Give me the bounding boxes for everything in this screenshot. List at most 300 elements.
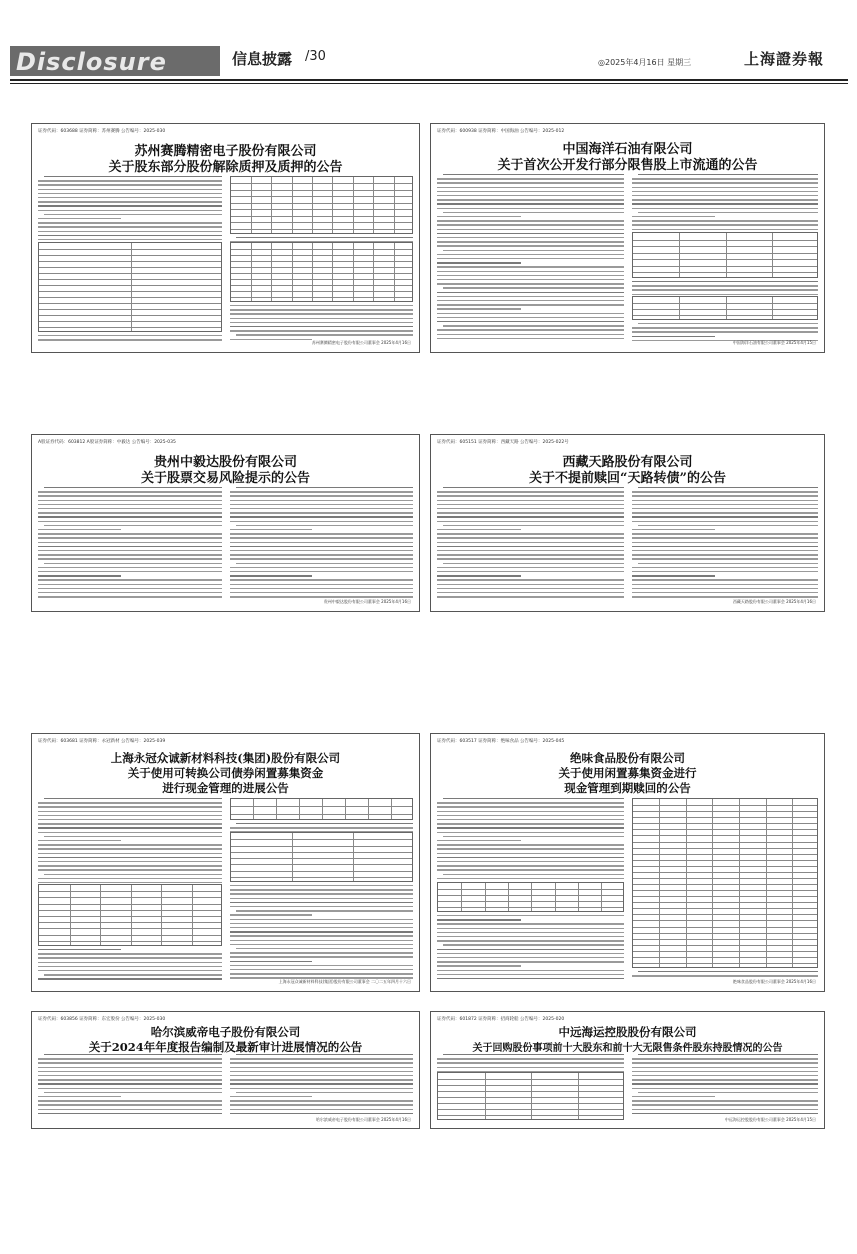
text-line	[38, 1104, 222, 1105]
text-line	[38, 218, 121, 219]
text-line	[38, 832, 222, 833]
text-line	[437, 495, 624, 496]
stock-code-line: 证券代码：600938 证券简称：中国海油 公告编号：2025-012	[437, 129, 565, 134]
text-line	[230, 512, 414, 513]
text-line	[632, 495, 819, 496]
text-line	[437, 861, 624, 862]
text-line	[38, 197, 222, 198]
text-line	[38, 588, 222, 589]
text-line	[437, 961, 624, 962]
text-line	[236, 525, 414, 526]
text-line	[230, 931, 414, 932]
text-line	[230, 1058, 414, 1059]
text-line	[38, 579, 222, 580]
text-line	[632, 289, 819, 290]
text-line	[632, 554, 819, 555]
text-line	[230, 309, 414, 310]
text-line	[437, 869, 624, 870]
stock-code-line: A股证券代码：603812 A股证券简称：中毅达 公告编号：2025-035	[38, 440, 176, 445]
text-line	[632, 1100, 819, 1101]
text-line	[437, 187, 624, 188]
text-line	[38, 226, 222, 227]
company-name: 西藏天路股份有限公司	[562, 455, 693, 470]
text-line	[638, 971, 819, 972]
text-line	[437, 262, 521, 263]
text-line	[38, 504, 222, 505]
text-line	[437, 1067, 624, 1068]
text-line	[632, 537, 819, 538]
text-line	[437, 500, 624, 501]
text-line	[437, 304, 624, 305]
text-line	[632, 1088, 819, 1089]
text-line	[632, 512, 819, 513]
text-line	[632, 542, 819, 543]
text-line	[38, 1096, 121, 1097]
text-line	[437, 338, 624, 339]
newspaper-logo: 上海證券報	[744, 50, 825, 68]
text-line	[632, 281, 819, 282]
text-line	[437, 919, 521, 920]
text-line	[38, 222, 222, 223]
text-line	[632, 1058, 819, 1059]
text-line	[38, 819, 222, 820]
text-line	[437, 811, 624, 812]
text-line	[38, 953, 222, 954]
text-line	[437, 558, 624, 559]
text-line	[437, 853, 624, 854]
announcement-title: 关于股票交易风险提示的公告	[140, 471, 310, 486]
text-line	[38, 1079, 222, 1080]
text-line	[230, 521, 414, 522]
text-line	[38, 869, 222, 870]
signature: 哈尔滨威帝电子股份有限公司董事会 2025年4月16日	[315, 1117, 411, 1122]
text-line	[437, 178, 624, 179]
text-line	[437, 936, 624, 937]
text-line	[437, 923, 624, 924]
text-line	[638, 1054, 819, 1055]
text-line	[230, 504, 414, 505]
text-line	[632, 1071, 819, 1072]
text-line	[437, 592, 624, 593]
text-line	[437, 508, 624, 509]
text-line	[230, 575, 313, 576]
signature: 中远海运控股股份有限公司董事会 2025年4月15日	[724, 1117, 816, 1122]
text-line	[443, 250, 624, 251]
data-table	[230, 242, 414, 302]
text-line	[437, 554, 624, 555]
text-line	[632, 331, 819, 332]
text-line	[638, 1092, 819, 1093]
text-line	[632, 199, 819, 200]
text-line	[44, 1054, 222, 1055]
text-line	[44, 974, 222, 975]
text-line	[230, 584, 414, 585]
text-line	[38, 500, 222, 501]
text-line	[230, 571, 414, 572]
text-line	[38, 844, 222, 845]
text-line	[437, 313, 624, 314]
text-line	[230, 1071, 414, 1072]
text-line	[38, 1100, 222, 1101]
text-line	[230, 567, 414, 568]
text-line	[38, 231, 222, 232]
text-line	[38, 571, 222, 572]
text-line	[632, 336, 716, 337]
text-line	[437, 596, 624, 597]
text-line	[632, 203, 819, 204]
text-line	[632, 195, 819, 196]
text-line	[437, 317, 624, 318]
text-line	[230, 1079, 414, 1080]
text-line	[230, 546, 414, 547]
text-line	[230, 1083, 414, 1084]
text-line	[230, 529, 313, 530]
text-line	[638, 487, 819, 488]
text-line	[38, 1109, 222, 1110]
text-line	[443, 525, 624, 526]
dateline: ◎2025年4月16日 星期三	[598, 58, 692, 67]
text-line	[437, 932, 624, 933]
text-line	[437, 965, 521, 966]
announcement-panel	[31, 123, 420, 353]
text-line	[38, 512, 222, 513]
text-line	[437, 957, 624, 958]
data-table	[230, 832, 414, 882]
page-number: /30	[305, 49, 326, 64]
text-line	[437, 588, 624, 589]
text-line	[437, 815, 624, 816]
text-line	[437, 504, 624, 505]
data-table	[38, 242, 222, 332]
text-line	[38, 1113, 222, 1114]
text-line	[632, 575, 716, 576]
text-line	[38, 823, 222, 824]
text-line	[632, 1062, 819, 1063]
text-line	[38, 861, 222, 862]
text-line	[38, 537, 222, 538]
text-line	[443, 836, 624, 837]
text-line	[632, 1113, 819, 1114]
text-line	[230, 339, 313, 340]
text-line	[437, 516, 624, 517]
text-line	[230, 827, 414, 828]
data-table	[437, 882, 624, 912]
signature: 西藏天路股份有限公司董事会 2025年4月16日	[732, 599, 816, 604]
text-line	[632, 182, 819, 183]
company-name: 哈尔滨威帝电子股份有限公司	[150, 1025, 301, 1039]
text-line	[437, 229, 624, 230]
text-line	[437, 974, 624, 975]
signature: 中国海洋石油有限公司董事会 2025年4月15日	[732, 340, 816, 345]
text-line	[632, 546, 819, 547]
text-line	[38, 495, 222, 496]
text-line	[632, 229, 819, 230]
text-line	[437, 940, 624, 941]
announcement-panel	[430, 1011, 825, 1129]
company-name: 苏州赛腾精密电子股份有限公司	[134, 144, 317, 159]
text-line	[632, 1083, 819, 1084]
data-table	[230, 176, 414, 234]
text-line	[236, 948, 414, 949]
announcement-title-line2: 现金管理到期赎回的公告	[564, 781, 691, 795]
text-line	[437, 844, 624, 845]
announcement-panel	[31, 434, 420, 612]
text-line	[443, 874, 624, 875]
text-line	[230, 889, 414, 890]
text-line	[230, 893, 414, 894]
text-line	[230, 596, 414, 597]
text-line	[443, 1054, 624, 1055]
text-line	[230, 322, 414, 323]
text-line	[38, 1071, 222, 1072]
header-rule-thin	[10, 83, 848, 84]
text-line	[437, 271, 624, 272]
text-line	[44, 525, 222, 526]
announcement-panel	[31, 733, 420, 992]
text-line	[236, 1054, 414, 1055]
announcement-panel	[31, 1011, 420, 1129]
text-line	[38, 957, 222, 958]
text-line	[443, 174, 624, 175]
text-line	[437, 579, 624, 580]
text-line	[38, 1083, 222, 1084]
text-line	[230, 1088, 414, 1089]
text-line	[230, 1109, 414, 1110]
text-line	[632, 191, 819, 192]
text-line	[437, 827, 624, 828]
text-line	[44, 487, 222, 488]
text-line	[443, 212, 624, 213]
text-line	[632, 504, 819, 505]
text-line	[38, 521, 222, 522]
text-line	[437, 329, 624, 330]
text-line	[437, 928, 624, 929]
company-name: 中远海运控股股份有限公司	[558, 1025, 697, 1039]
text-line	[38, 857, 222, 858]
text-line	[437, 529, 521, 530]
text-line	[632, 1109, 819, 1110]
text-line	[44, 1092, 222, 1093]
text-line	[38, 815, 222, 816]
stock-code-line: 证券代码：601872 证券简称：招商轮船 公告编号：2025-020	[437, 1017, 565, 1022]
text-line	[44, 836, 222, 837]
text-line	[437, 571, 624, 572]
text-line	[437, 266, 624, 267]
text-line	[632, 533, 819, 534]
text-line	[437, 216, 521, 217]
company-name: 贵州中毅达股份有限公司	[153, 455, 297, 470]
stock-code-line: 证券代码：605151 证券简称：西藏天路 公告编号：2025-022号	[437, 440, 569, 445]
text-line	[44, 563, 222, 564]
company-name: 中国海洋石油有限公司	[562, 142, 693, 157]
text-line	[230, 592, 414, 593]
data-table	[437, 1072, 624, 1120]
text-line	[437, 258, 624, 259]
text-line	[38, 962, 222, 963]
text-line	[38, 201, 222, 202]
text-line	[437, 802, 624, 803]
text-line	[236, 487, 414, 488]
text-line	[230, 491, 414, 492]
text-line	[38, 550, 222, 551]
text-line	[437, 533, 624, 534]
stock-code-line: 证券代码：603856 证券简称：东宏股份 公告编号：2025-030	[38, 1017, 166, 1022]
text-line	[632, 1104, 819, 1105]
text-line	[38, 840, 121, 841]
text-line	[38, 1075, 222, 1076]
text-line	[632, 1075, 819, 1076]
text-line	[632, 1067, 819, 1068]
text-line	[38, 239, 222, 240]
announcement-title: 关于2024年年度报告编制及最新审计进展情况的公告	[88, 1040, 363, 1054]
text-line	[437, 1062, 624, 1063]
text-line	[632, 327, 819, 328]
text-line	[437, 512, 624, 513]
text-line	[632, 491, 819, 492]
announcement-panel	[430, 733, 825, 992]
text-line	[437, 245, 624, 246]
text-line	[38, 533, 222, 534]
text-line	[230, 1113, 414, 1114]
data-table	[632, 798, 819, 968]
text-line	[230, 973, 414, 974]
text-line	[632, 508, 819, 509]
text-line	[437, 208, 624, 209]
header-rule	[10, 79, 848, 81]
text-line	[437, 233, 624, 234]
text-line	[437, 199, 624, 200]
announcement-title: 关于使用闲置募集资金进行	[558, 766, 697, 780]
text-line	[632, 529, 716, 530]
text-line	[632, 208, 819, 209]
text-line	[437, 296, 624, 297]
text-line	[230, 898, 414, 899]
text-line	[632, 224, 819, 225]
text-line	[230, 919, 414, 920]
text-line	[230, 537, 414, 538]
text-line	[437, 584, 624, 585]
text-line	[38, 235, 222, 236]
text-line	[443, 487, 624, 488]
text-line	[437, 292, 624, 293]
announcement-title: 关于回购股份事项前十大股东和前十大无限售条件股东持股情况的公告	[472, 1043, 783, 1054]
signature: 苏州赛腾精密电子股份有限公司董事会 2025年4月16日	[311, 340, 411, 345]
text-line	[437, 334, 624, 335]
text-line	[38, 205, 222, 206]
text-line	[632, 596, 819, 597]
text-line	[638, 323, 819, 324]
text-line	[38, 546, 222, 547]
text-line	[230, 542, 414, 543]
text-line	[437, 321, 624, 322]
text-line	[38, 966, 222, 967]
text-line	[230, 885, 414, 886]
text-line	[230, 944, 414, 945]
text-line	[230, 1096, 313, 1097]
text-line	[437, 550, 624, 551]
announcement-panel	[430, 434, 825, 612]
text-line	[44, 214, 222, 215]
signature: 绝味食品股份有限公司董事会 2025年4月16日	[732, 979, 816, 984]
text-line	[437, 915, 624, 916]
text-line	[38, 802, 222, 803]
text-line	[632, 294, 819, 295]
text-line	[632, 588, 819, 589]
text-line	[230, 318, 414, 319]
text-line	[437, 491, 624, 492]
text-line	[38, 567, 222, 568]
text-line	[230, 1075, 414, 1076]
text-line	[638, 525, 819, 526]
text-line	[38, 827, 222, 828]
text-line	[236, 1092, 414, 1093]
text-line	[437, 203, 624, 204]
text-line	[38, 970, 222, 971]
text-line	[632, 1079, 819, 1080]
text-line	[437, 840, 521, 841]
text-line	[437, 949, 624, 950]
text-line	[38, 516, 222, 517]
text-line	[230, 1104, 414, 1105]
announcement-title-line2: 进行现金管理的进展公告	[162, 781, 289, 795]
text-line	[38, 335, 222, 336]
text-line	[38, 592, 222, 593]
text-line	[38, 184, 222, 185]
text-line	[437, 537, 624, 538]
text-line	[437, 191, 624, 192]
text-line	[236, 823, 414, 824]
text-line	[437, 283, 624, 284]
text-line	[632, 220, 819, 221]
text-line	[437, 182, 624, 183]
text-line	[632, 584, 819, 585]
text-line	[38, 584, 222, 585]
text-line	[230, 927, 414, 928]
text-line	[230, 935, 414, 936]
text-line	[230, 961, 313, 962]
text-line	[236, 237, 414, 238]
text-line	[38, 853, 222, 854]
text-line	[236, 910, 414, 911]
text-line	[632, 521, 819, 522]
text-line	[230, 1062, 414, 1063]
text-line	[230, 330, 414, 331]
text-line	[632, 516, 819, 517]
text-line	[44, 874, 222, 875]
text-line	[38, 193, 222, 194]
text-line	[38, 1088, 222, 1089]
text-line	[632, 975, 819, 976]
text-line	[632, 187, 819, 188]
company-name: 绝味食品股份有限公司	[570, 751, 685, 765]
text-line	[437, 978, 624, 979]
text-line	[230, 500, 414, 501]
text-line	[230, 558, 414, 559]
text-line	[38, 1058, 222, 1059]
text-line	[632, 571, 819, 572]
text-line	[437, 254, 624, 255]
text-line	[44, 798, 222, 799]
text-line	[437, 275, 624, 276]
text-line	[236, 563, 414, 564]
text-line	[230, 906, 414, 907]
announcement-title: 关于使用可转换公司债券闲置募集资金	[127, 766, 324, 780]
text-line	[632, 550, 819, 551]
stock-code-line: 证券代码：603517 证券简称：绝味食品 公告编号：2025-045	[437, 739, 565, 744]
text-line	[437, 970, 624, 971]
data-table	[632, 232, 819, 278]
announcement-panel	[430, 123, 825, 353]
